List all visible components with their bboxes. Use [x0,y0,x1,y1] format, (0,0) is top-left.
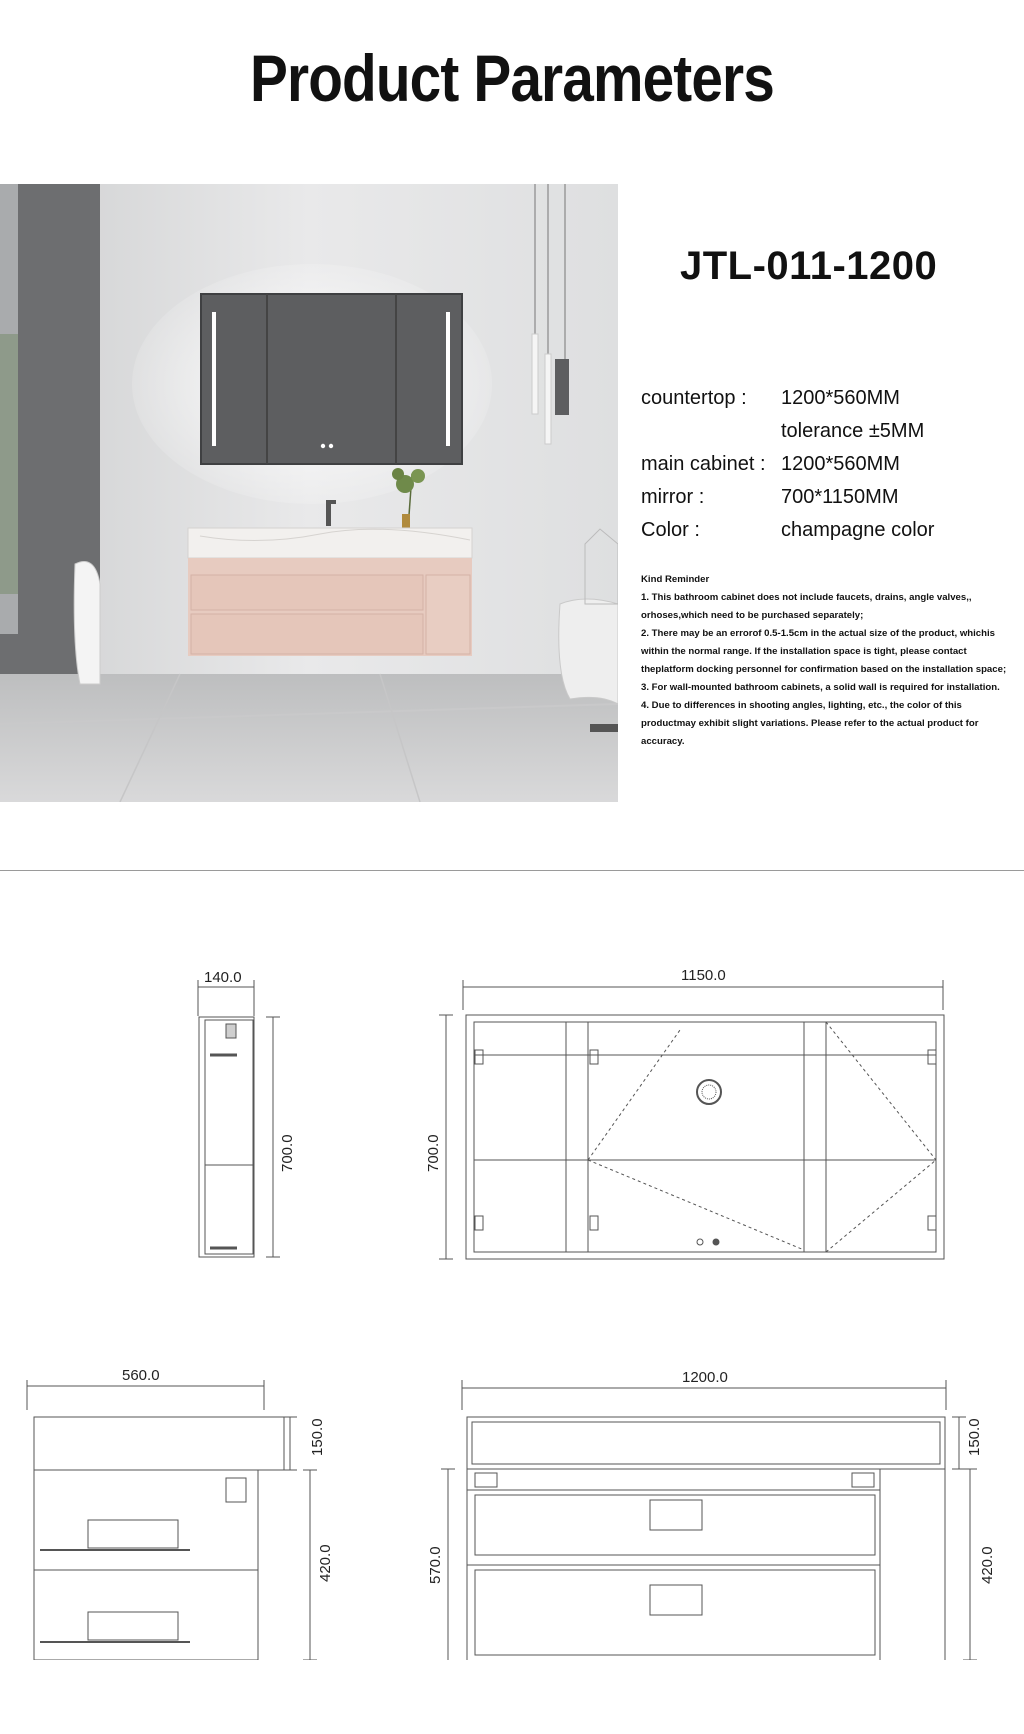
dim-cabinet-width: 1200.0 [682,1369,728,1386]
spec-list [641,382,934,547]
spec-label [641,415,781,448]
dim-cabinet-side-body: 420.0 [317,1544,334,1582]
cabinet-side-view [27,1367,334,1660]
mirror-front-view [425,967,944,1259]
reminder-item: 3. For wall-mounted bathroom cabinets, a solid wall is required for installation. [641,682,1000,693]
model-number: JTL-011-1200 [680,244,938,288]
product-photo [0,184,618,802]
dim-cabinet-front-height: 570.0 [427,1546,444,1584]
dim-cabinet-side-top: 150.0 [309,1418,326,1456]
reminder-item: 2. There may be an errorof 0.5-1.5cm in the actual size of the product, whichis within the normal range. If the installation space is tight, please contact theplatform docking personnel for confirmation based on the installation space; [641,628,1007,675]
section-divider [0,870,1024,871]
spec-value: 700*1150MM [781,486,899,508]
spec-label: countertop : [641,387,747,409]
page-title: Product Parameters [250,41,774,115]
dim-mirror-width: 1150.0 [681,967,726,984]
dim-cabinet-depth: 560.0 [122,1367,160,1384]
technical-drawings [0,960,1024,1660]
spec-label: Color : [641,519,700,541]
dim-mirror-front-height: 700.0 [425,1134,442,1172]
reminder-item: 1. This bathroom cabinet does not include faucets, drains, angle valves,, orhoses,which need to be purchased separately; [641,592,972,621]
dim-cabinet-front-top: 150.0 [966,1418,983,1456]
spec-row [641,415,934,448]
dim-mirror-side-height: 700.0 [279,1134,296,1172]
spec-row [641,514,934,547]
spec-value: champagne color [781,519,935,541]
reminder-item: 4. Due to differences in shooting angles, lighting, etc., the color of this productmay exhibit slight variations. Please refer to the actual product for accuracy. [641,700,979,747]
reminder-heading: Kind Reminder [641,574,710,585]
cabinet-front-view [427,1369,996,1660]
spec-row [641,448,934,481]
spec-row [641,382,934,415]
spec-label: main cabinet : [641,453,766,475]
spec-value: 1200*560MM [781,387,900,409]
spec-label: mirror : [641,486,705,508]
spec-row [641,481,934,514]
kind-reminder [641,571,1011,751]
mirror-side-view [198,969,296,1257]
spec-value: 1200*560MM [781,453,900,475]
dim-cabinet-front-body: 420.0 [979,1546,996,1584]
dim-mirror-depth: 140.0 [204,969,242,986]
spec-value: tolerance ±5MM [781,420,925,442]
